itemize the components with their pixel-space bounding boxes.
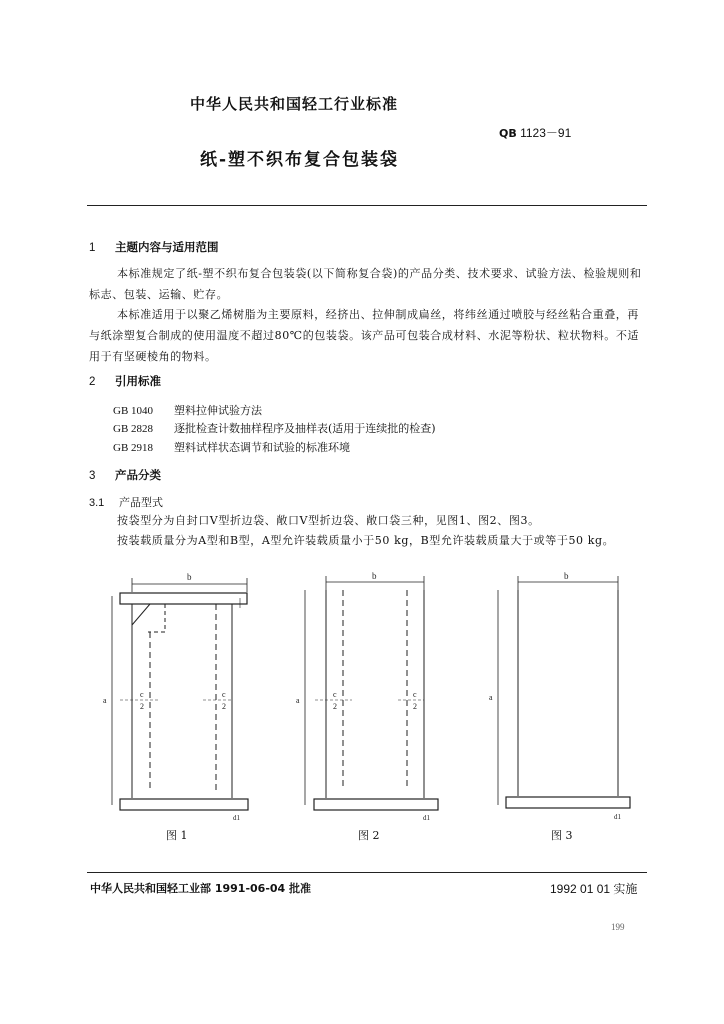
height-label-a: a: [103, 696, 107, 705]
reference-title: 逐批检查计数抽样程序及抽样表(适用于连续批的检查): [174, 422, 436, 435]
figure-1-diagram: [103, 572, 248, 822]
page-number: 199: [611, 922, 625, 932]
section-number: 1: [89, 242, 96, 254]
label-c: c: [413, 690, 417, 699]
label-d1: d1: [233, 814, 240, 822]
section-1-heading: [89, 239, 219, 255]
issuing-body-title: 中华人民共和国轻工行业标准: [190, 95, 399, 113]
figure-2-diagram: [296, 571, 438, 822]
section-number: 2: [89, 376, 96, 388]
label-c: c: [222, 690, 226, 699]
reference-code: GB 1040: [113, 405, 154, 417]
width-label-b: b: [564, 571, 569, 581]
section-title: 主题内容与适用范围: [115, 240, 219, 254]
header-rule: [87, 205, 647, 206]
label-half: 2: [222, 702, 226, 711]
section-number: 3: [89, 470, 96, 482]
subsection-number: 3.1: [89, 497, 105, 509]
subsection-3-1-heading: [89, 494, 163, 510]
section-title: 产品分类: [115, 468, 161, 482]
effective-date: 1992 01 01 实施: [550, 882, 638, 896]
reference-title: 塑料拉伸试验方法: [174, 404, 262, 417]
label-half: 2: [140, 702, 144, 711]
height-label-a: a: [296, 696, 300, 705]
section-1-paragraph-2: 本标准适用于以聚乙烯树脂为主要原料，经挤出、拉伸制成扁丝，将纬丝通过喷胶与经丝粘合重叠，再与纸涂塑复合制成的使用温度不超过80℃的包装袋。该产品可包装合成材料、水泥等粉状、粒状物料。不适用于有坚硬棱角的物料。: [89, 308, 640, 363]
footer-rule: [87, 872, 647, 873]
height-label-a: a: [489, 693, 493, 702]
width-label-b: b: [372, 571, 377, 581]
standard-number: [499, 124, 571, 141]
label-d1: d1: [614, 813, 621, 821]
label-half: 2: [333, 702, 337, 711]
reference-item: [113, 402, 262, 418]
label-c: c: [333, 690, 337, 699]
label-c: c: [140, 690, 144, 699]
label-d1: d1: [423, 814, 430, 822]
document-title: 纸-塑不织布复合包装袋: [200, 150, 400, 170]
reference-item: [113, 439, 350, 455]
figure-2-caption: 图 2: [358, 829, 380, 842]
figure-3-diagram: [489, 571, 630, 821]
reference-code: GB 2828: [113, 423, 154, 435]
section-2-heading: [89, 373, 161, 389]
standard-code: 1123－91: [520, 126, 572, 140]
bag-type-line: 按袋型分为自封口V型折边袋、敞口V型折边袋、敞口袋三种，见图1、图2、图3。: [117, 514, 540, 527]
width-label-b: b: [187, 572, 192, 582]
section-1-paragraph-1: 本标准规定了纸-塑不织布复合包装袋(以下简称复合袋)的产品分类、技术要求、试验方法、检验规则和标志、包装、运输、贮存。: [89, 267, 642, 301]
section-title: 引用标准: [115, 374, 161, 388]
section-3-heading: [89, 467, 161, 483]
approval-line: 中华人民共和国轻工业部 1991-06-04 批准: [90, 882, 312, 895]
label-half: 2: [413, 702, 417, 711]
figure-3-caption: 图 3: [551, 829, 573, 842]
bag-figures: [0, 560, 724, 860]
reference-title: 塑料试样状态调节和试验的标准环境: [174, 441, 350, 454]
reference-item: [113, 420, 436, 436]
subsection-title: 产品型式: [119, 496, 163, 509]
figure-1-caption: 图 1: [166, 829, 188, 842]
load-type-line: 按装载质量分为A型和B型，A型允许装载质量小于50 kg，B型允许装载质量大于或等于50 kg。: [117, 534, 615, 547]
standard-prefix: QB: [499, 127, 517, 140]
reference-code: GB 2918: [113, 442, 154, 454]
